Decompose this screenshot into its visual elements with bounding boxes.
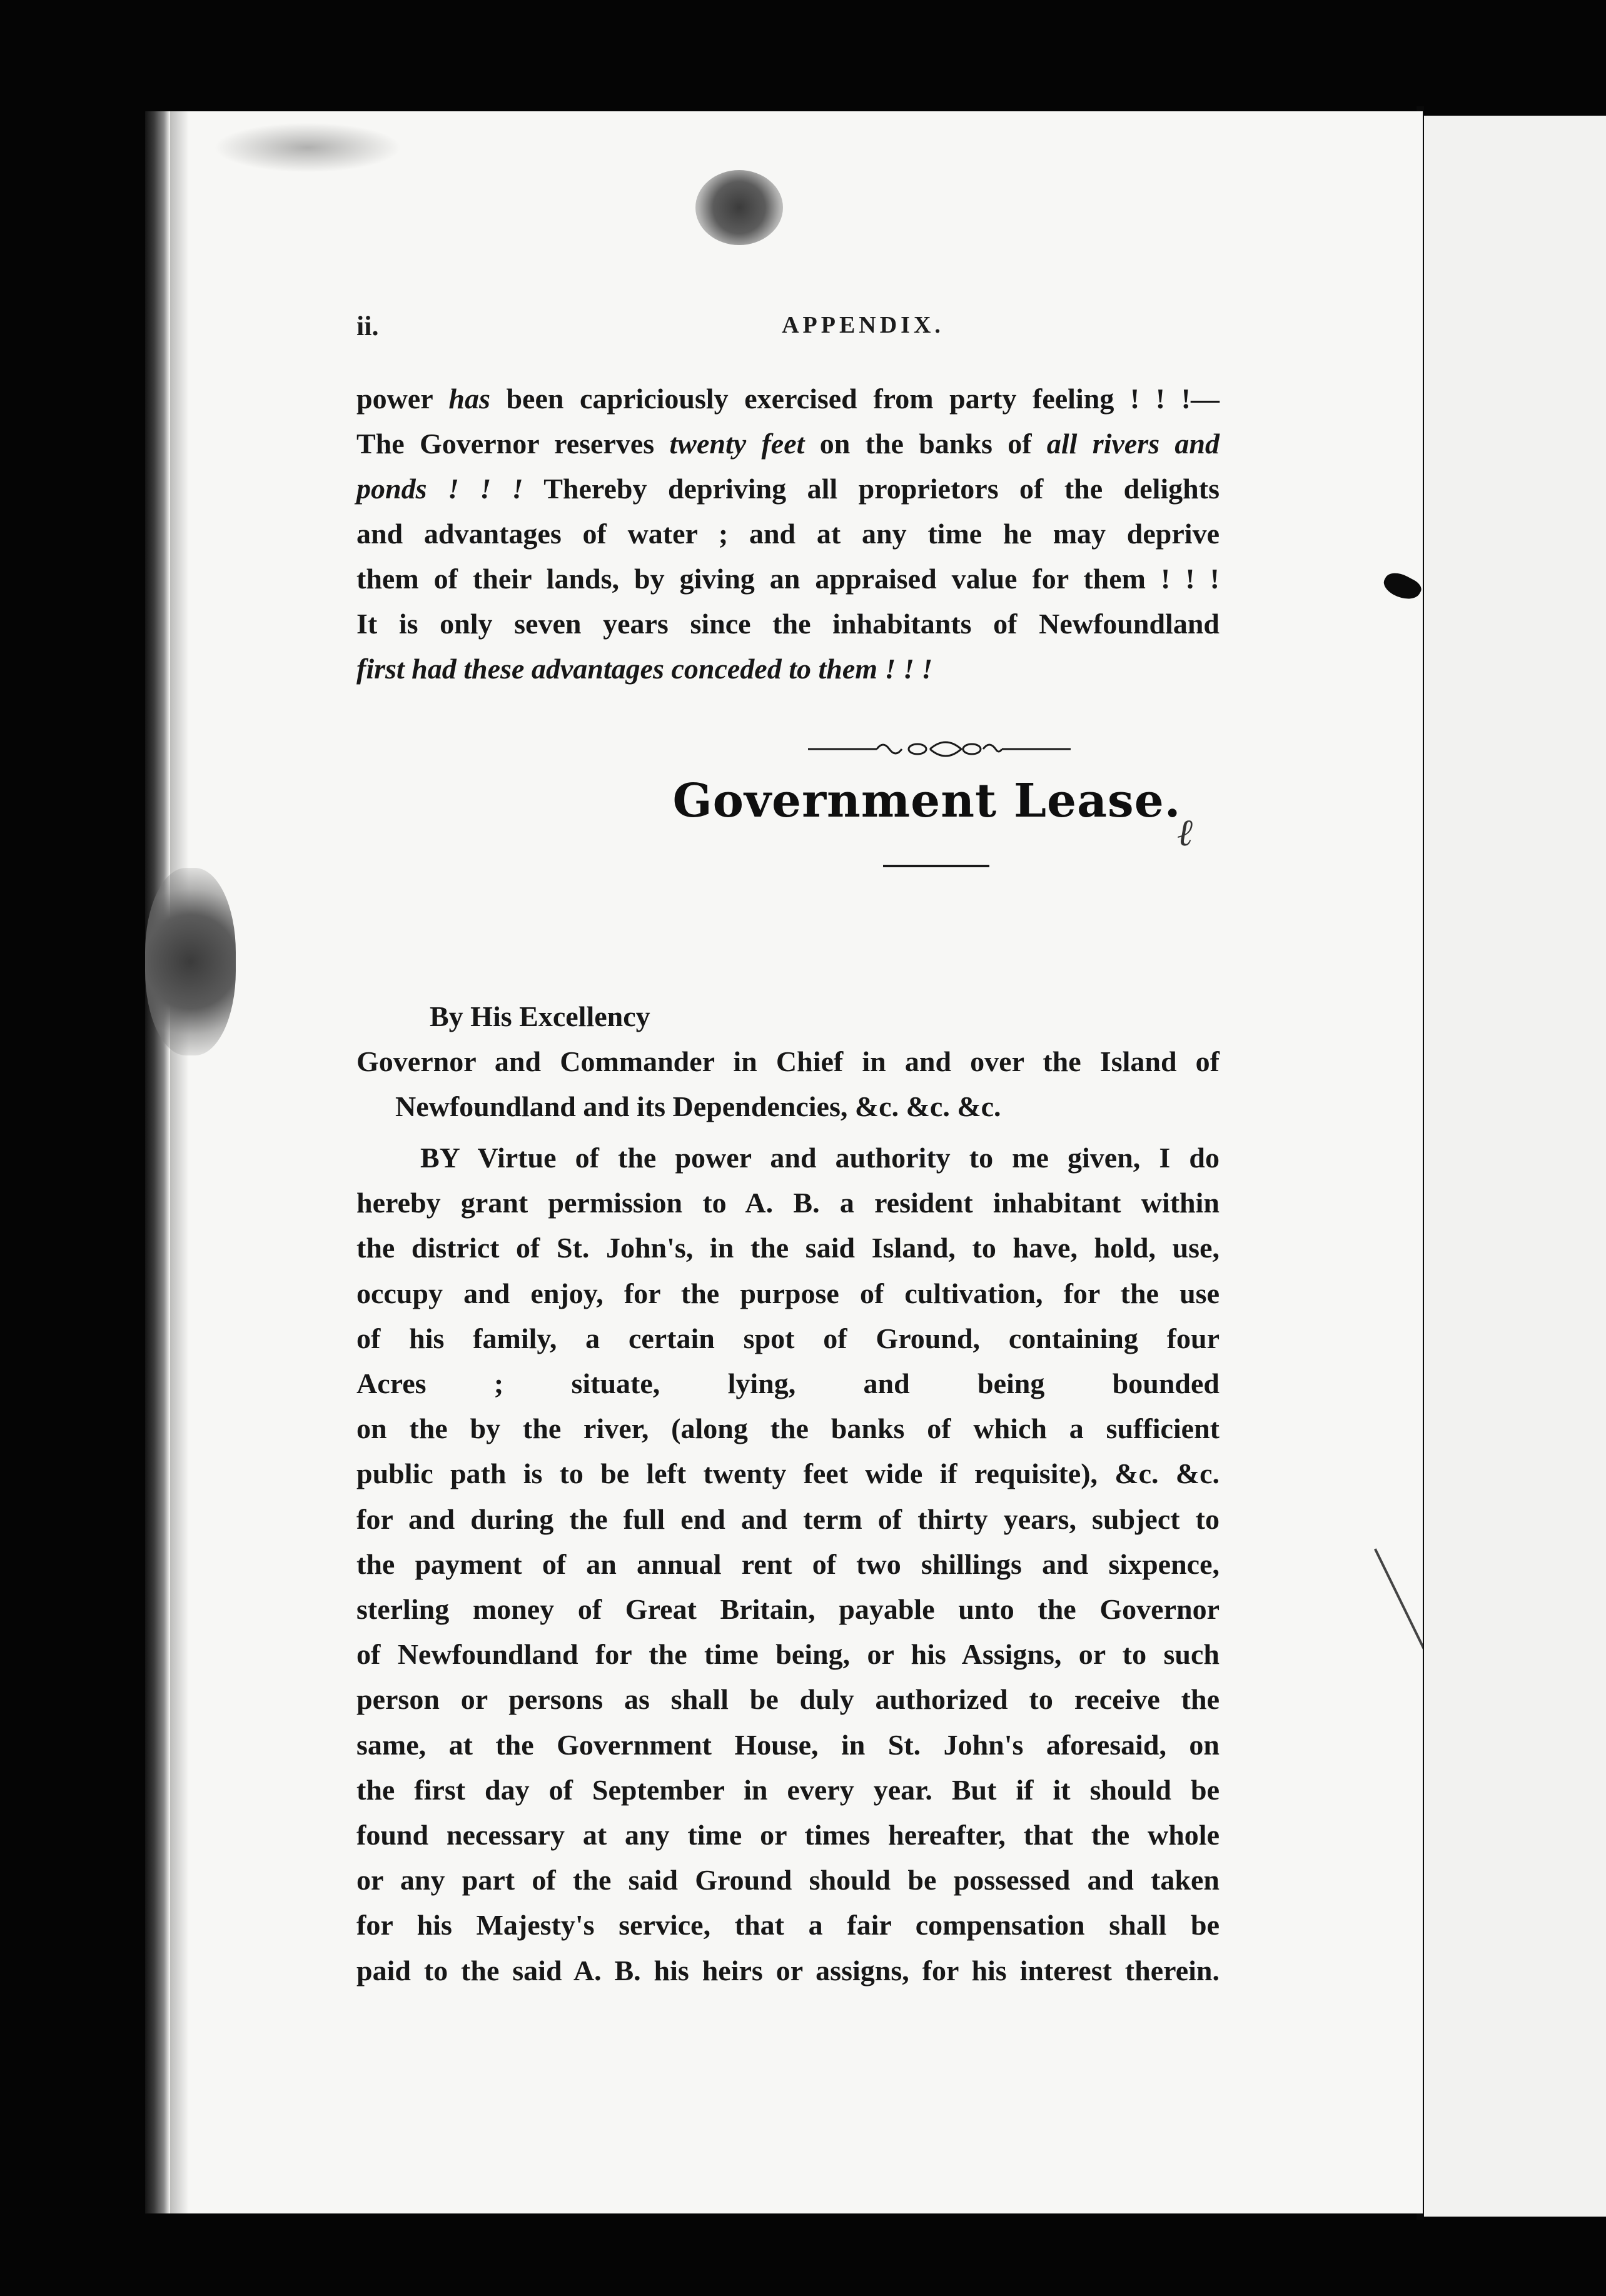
lease-body-line: for his Majesty's service, that a fair compensation shall be bbox=[356, 1909, 1220, 1941]
intro-text: and advantages of water ; and at any time he may deprive bbox=[356, 518, 1220, 550]
intro-line bbox=[356, 381, 1220, 416]
salutation-line-1: By His Excellency bbox=[430, 1000, 650, 1032]
lease-title: Government Lease. bbox=[672, 774, 1181, 828]
page-number: ii. bbox=[356, 311, 379, 341]
intro-line bbox=[356, 516, 1220, 551]
binding-shadow bbox=[145, 111, 170, 2213]
lease-body-line: of Newfoundland for the time being, or his Assigns, or to such bbox=[356, 1638, 1220, 1671]
intro-line bbox=[356, 652, 932, 687]
lease-body-line: the payment of an annual rent of two shillings and sixpence, bbox=[356, 1548, 1220, 1580]
salutation-line-3: Newfoundland and its Dependencies, &c. &c. &c. bbox=[395, 1090, 1001, 1122]
intro-text: The Governor reserves bbox=[356, 428, 670, 460]
lease-body-line: occupy and enjoy, for the purpose of cultivation, for the use bbox=[356, 1277, 1220, 1309]
lease-body-line: or any part of the said Ground should be possessed and taken bbox=[356, 1864, 1220, 1896]
lease-body-line: hereby grant permission to A. B. a resident inhabitant within bbox=[356, 1187, 1220, 1219]
intro-text: been capriciously exercised from party feeling ! ! !— bbox=[490, 383, 1220, 415]
intro-text: twenty feet bbox=[669, 428, 805, 460]
ornament-divider bbox=[808, 737, 1071, 762]
intro-text: first had these advantages conceded to them ! ! ! bbox=[356, 653, 933, 685]
page-header bbox=[356, 310, 1370, 348]
lease-body-line: BY Virtue of the power and authority to me given, I do bbox=[420, 1142, 1220, 1174]
lease-body-line: for and during the full end and term of thirty years, subject to bbox=[356, 1503, 1220, 1535]
intro-text: has bbox=[448, 383, 490, 415]
intro-text: It is only seven years since the inhabitants of Newfoundland bbox=[356, 608, 1220, 640]
intro-line bbox=[356, 426, 1220, 461]
title-rule bbox=[883, 865, 989, 867]
lease-body-line: paid to the said A. B. his heirs or assigns, for his interest therein. bbox=[356, 1954, 1220, 1986]
ink-mark-right bbox=[1380, 568, 1423, 605]
binding-streak bbox=[170, 111, 189, 2213]
adjacent-page-edge bbox=[1424, 116, 1606, 2217]
intro-text: ponds ! ! ! bbox=[356, 473, 523, 505]
running-head: APPENDIX. bbox=[782, 312, 944, 338]
salutation-line-2: Governor and Commander in Chief in and over the Island of bbox=[356, 1045, 1220, 1077]
intro-text: Thereby depriving all proprietors of the delights bbox=[523, 473, 1220, 505]
pen-stroke-right bbox=[1374, 1548, 1423, 1740]
intro-line bbox=[356, 471, 1220, 506]
ink-blot-top bbox=[695, 170, 783, 245]
intro-line bbox=[356, 561, 1220, 597]
lease-body-line: public path is to be left twenty feet wide if requisite), &c. &c. bbox=[356, 1458, 1220, 1490]
intro-text: on the banks of bbox=[804, 428, 1047, 460]
lease-body-line: Acres ; situate, lying, and being bounded bbox=[356, 1367, 1220, 1399]
lease-body-line: person or persons as shall be duly authorized to receive the bbox=[356, 1683, 1220, 1716]
lease-body-line: the district of St. John's, in the said Island, to have, hold, use, bbox=[356, 1232, 1220, 1264]
lease-body-line: of his family, a certain spot of Ground, containing four bbox=[356, 1322, 1220, 1354]
intro-text: power bbox=[356, 383, 449, 415]
intro-line bbox=[356, 607, 1220, 642]
lease-body-line: the first day of September in every year. But if it should be bbox=[356, 1773, 1220, 1806]
margin-mark-right: ℓ bbox=[1177, 812, 1193, 853]
lease-body-line: found necessary at any time or times hereafter, that the whole bbox=[356, 1819, 1220, 1851]
lease-body-line: on the by the river, (along the banks of which a sufficient bbox=[356, 1412, 1220, 1445]
lease-body-line: sterling money of Great Britain, payable unto the Governor bbox=[356, 1593, 1220, 1625]
intro-text: all rivers and bbox=[1046, 428, 1220, 460]
lease-body-line: same, at the Government House, in St. John's aforesaid, on bbox=[356, 1728, 1220, 1761]
smudge-top bbox=[214, 123, 402, 173]
intro-text: them of their lands, by giving an appraised value for them ! ! ! bbox=[356, 563, 1220, 595]
book-page bbox=[145, 111, 1423, 2213]
ink-blot-left bbox=[145, 868, 236, 1055]
